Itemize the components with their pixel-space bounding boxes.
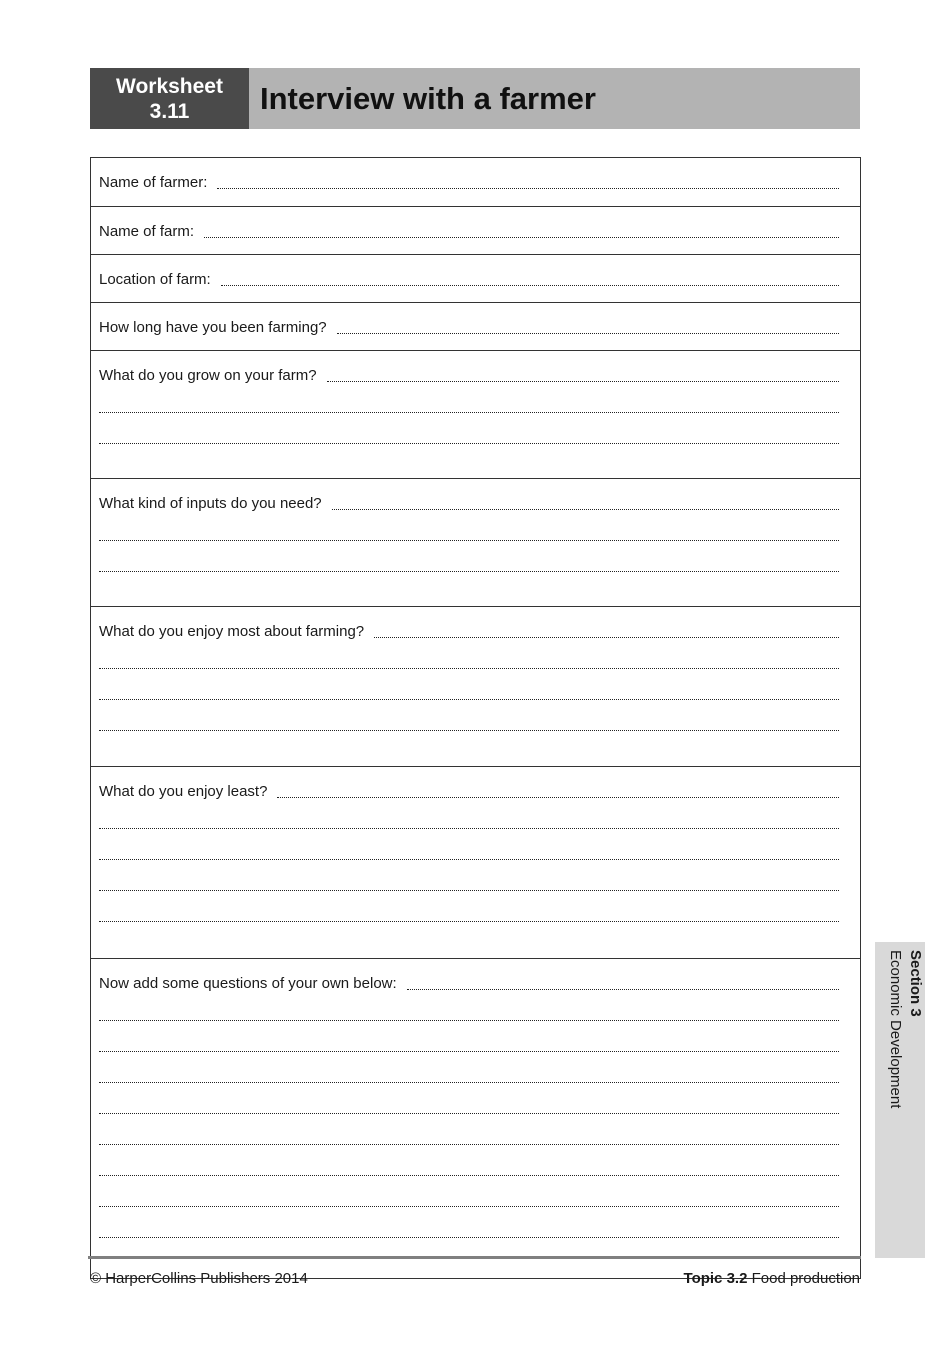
form-row: [91, 254, 860, 302]
answer-line[interactable]: [99, 1210, 839, 1241]
answer-line[interactable]: [99, 479, 839, 513]
answer-dotted-line[interactable]: [99, 667, 839, 669]
worksheet-number: 3.11: [149, 99, 190, 123]
answer-dotted-line[interactable]: [99, 889, 839, 891]
answer-dotted-line[interactable]: [99, 698, 839, 700]
footer-topic: [684, 1270, 860, 1287]
answer-line[interactable]: [99, 832, 839, 863]
answer-line[interactable]: [99, 513, 839, 544]
answer-dotted-line[interactable]: [99, 920, 839, 922]
answer-dotted-line[interactable]: [99, 1143, 839, 1145]
answer-dotted-line[interactable]: [327, 380, 839, 382]
answer-dotted-line[interactable]: [374, 636, 839, 638]
answer-line[interactable]: [99, 207, 839, 241]
section-side-text: [885, 950, 925, 1108]
answer-line[interactable]: [99, 1179, 839, 1210]
answer-dotted-line[interactable]: [332, 508, 839, 510]
question-label: What do you enjoy least?: [99, 783, 268, 800]
answer-line[interactable]: [99, 1055, 839, 1086]
answer-dotted-line[interactable]: [99, 570, 839, 572]
question-label: What do you grow on your farm?: [99, 367, 317, 384]
worksheet-header: [90, 68, 860, 129]
question-label: Name of farm:: [99, 223, 195, 240]
answer-dotted-line[interactable]: [277, 796, 839, 798]
form-row: [91, 606, 860, 766]
answer-dotted-line[interactable]: [337, 332, 839, 334]
footer-topic-name: Food production: [751, 1270, 860, 1287]
answer-line[interactable]: [99, 303, 839, 337]
section-subtitle: Economic Development: [887, 950, 904, 1109]
answer-dotted-line[interactable]: [99, 539, 839, 541]
answer-line[interactable]: [99, 1024, 839, 1055]
answer-line[interactable]: [99, 416, 839, 447]
question-label: What do you enjoy most about farming?: [99, 623, 365, 640]
answer-line[interactable]: [99, 641, 839, 672]
form-row: [91, 350, 860, 478]
answer-dotted-line[interactable]: [99, 1081, 839, 1083]
answer-dotted-line[interactable]: [407, 988, 839, 990]
answer-line[interactable]: [99, 703, 839, 734]
question-label: Location of farm:: [99, 271, 211, 288]
answer-dotted-line[interactable]: [99, 1236, 839, 1238]
answer-dotted-line[interactable]: [99, 1112, 839, 1114]
answer-line[interactable]: [99, 1148, 839, 1179]
answer-line[interactable]: [99, 158, 839, 192]
answer-line[interactable]: [99, 863, 839, 894]
answer-dotted-line[interactable]: [99, 1019, 839, 1021]
question-label: How long have you been farming?: [99, 319, 327, 336]
answer-dotted-line[interactable]: [204, 236, 839, 238]
answer-dotted-line[interactable]: [99, 1050, 839, 1052]
question-label: Now add some questions of your own below:: [99, 975, 397, 992]
form-row: [91, 206, 860, 254]
form-row: [91, 158, 860, 206]
answer-dotted-line[interactable]: [99, 442, 839, 444]
answer-line[interactable]: [99, 894, 839, 925]
answer-line[interactable]: [99, 607, 839, 641]
answer-dotted-line[interactable]: [99, 827, 839, 829]
answer-dotted-line[interactable]: [217, 187, 839, 189]
worksheet-label: Worksheet: [116, 74, 223, 98]
worksheet-badge: [90, 68, 249, 129]
footer-topic-label: Topic 3.2: [683, 1270, 748, 1287]
answer-dotted-line[interactable]: [99, 858, 839, 860]
answer-line[interactable]: [99, 993, 839, 1024]
answer-line[interactable]: [99, 801, 839, 832]
answer-line[interactable]: [99, 255, 839, 289]
section-number: Section 3: [907, 950, 924, 1017]
form-row: [91, 478, 860, 606]
form-row: [91, 302, 860, 350]
footer-copyright: © HarperCollins Publishers 2014: [90, 1270, 308, 1287]
answer-dotted-line[interactable]: [99, 729, 839, 731]
question-label: What kind of inputs do you need?: [99, 495, 322, 512]
interview-form: [90, 157, 861, 1279]
answer-dotted-line[interactable]: [99, 1174, 839, 1176]
answer-line[interactable]: [99, 1117, 839, 1148]
page-title: Interview with a farmer: [249, 68, 860, 129]
answer-line[interactable]: [99, 385, 839, 416]
answer-line[interactable]: [99, 767, 839, 801]
answer-line[interactable]: [99, 1086, 839, 1117]
answer-line[interactable]: [99, 544, 839, 575]
answer-dotted-line[interactable]: [99, 1205, 839, 1207]
form-row: [91, 766, 860, 958]
answer-line[interactable]: [99, 959, 839, 993]
answer-dotted-line[interactable]: [221, 284, 839, 286]
answer-dotted-line[interactable]: [99, 411, 839, 413]
question-label: Name of farmer:: [99, 174, 208, 191]
footer-divider: [88, 1256, 861, 1259]
answer-line[interactable]: [99, 672, 839, 703]
form-row: [91, 958, 860, 1278]
answer-line[interactable]: [99, 351, 839, 385]
